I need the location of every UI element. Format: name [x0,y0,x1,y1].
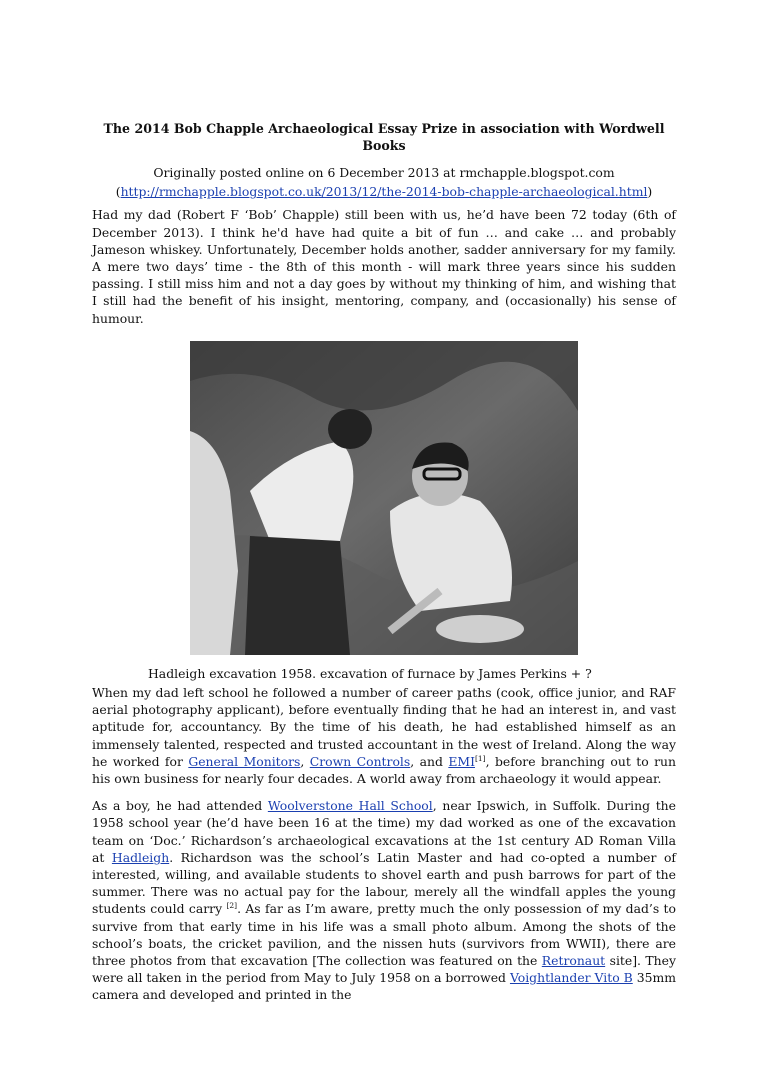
school-text-5: site]. They were all taken in the period from May to July 1958 on a borrowed [92,953,676,986]
school-text-2: , near Ipswich, in Suffolk. During the 1958 school year (he’d have been 16 at the time) my dad worked as one of the excavation team on ‘Doc.’ Richardson’s archaeological excavations at the 1st century AD Roman Villa at [92,798,676,865]
photo-pan [436,615,524,643]
excavation-photo [190,341,578,655]
career-text-4: , before branching out to run his own business for nearly four decades. A world away from archaeology it would appear. [92,753,676,787]
photo-child-trousers [245,536,350,655]
school-text-4: . As far as I’m aware, pretty much the only possession of my dad’s to survive from that early time in his life was a small photo album. Among the shots of the school’s boats, the cricket pavilion, and the nissen huts (survivors from WWII), there are three photos from that excavation [The collection was featured on the [92,901,676,969]
source-close-paren: ) [647,184,653,200]
school-text-6: 35mm camera and developed and printed in the [92,970,676,1003]
footnote-ref-2[interactable]: [2] [226,901,238,911]
photo-caption: Hadleigh excavation 1958. excavation of furnace by James Perkins + ? [148,665,592,681]
crown-controls-link[interactable]: Crown Controls [309,753,411,769]
paragraph-career [92,684,676,787]
photo-container [92,341,676,655]
school-text-1: As a boy, he had attended [92,798,268,814]
source-url-line [92,183,676,200]
career-text-1: When my dad left school he followed a number of career paths (cook, office junior, and RAF aerial photography applicant), before eventually finding that he had an interest in, and vast aptitude for, accountancy. By the time of his death, he had established himself as an immensely talented, respected and trusted accountant in the west of Ireland. Along the way he worked for [92,685,676,769]
source-open-paren: ( [115,184,121,200]
retronaut-link[interactable]: Retronaut [541,953,606,969]
document-title: The 2014 Bob Chapple Archaeological Essay Prize in association with Wordwell Books [103,121,665,153]
paragraph-intro: Had my dad (Robert F ‘Bob’ Chapple) still been with us, he’d have been 72 today (6th of December 2013). I think he'd have had quite a bit of fun … and cake … and probably Jameson whiskey. Unfortunately, December holds another, sadder anniversary for my family. A mere two days’ time - the 8th of this month - will mark three years since his sudden passing. I still miss him and not a day goes by without my thinking of him, and wishing that I still had the benefit of his insight, mentoring, company, and (occasionally) his sense of humour. [92,207,676,326]
paragraph-school [92,797,676,1003]
woolverstone-link[interactable]: Woolverstone Hall School [267,798,433,814]
hadleigh-link[interactable]: Hadleigh [111,849,170,865]
document-page [92,120,676,1004]
posting-note: Originally posted online on 6 December 2013 at rmchapple.blogspot.com [153,165,615,180]
paragraph-gap [92,787,676,797]
career-text-3: , and [410,753,449,769]
photo-child-head [328,409,372,449]
source-url-link[interactable]: http://rmchapple.blogspot.co.uk/2013/12/the-2014-bob-chapple-archaeological.html [120,184,648,200]
school-text-3: . Richardson was the school’s Latin Master and had co-opted a number of interested, willing, and available students to shovel earth and push barrows for part of the summer. There was no actual pay for the labour, merely all the windfall apples the young students could carry [92,849,676,917]
footnote-ref-1[interactable]: [1] [474,753,486,763]
career-text-2: , [300,753,310,769]
emi-link[interactable]: EMI [448,753,475,769]
voightlander-link[interactable]: Voightlander Vito B [509,970,633,986]
general-monitors-link[interactable]: General Monitors [188,753,301,769]
